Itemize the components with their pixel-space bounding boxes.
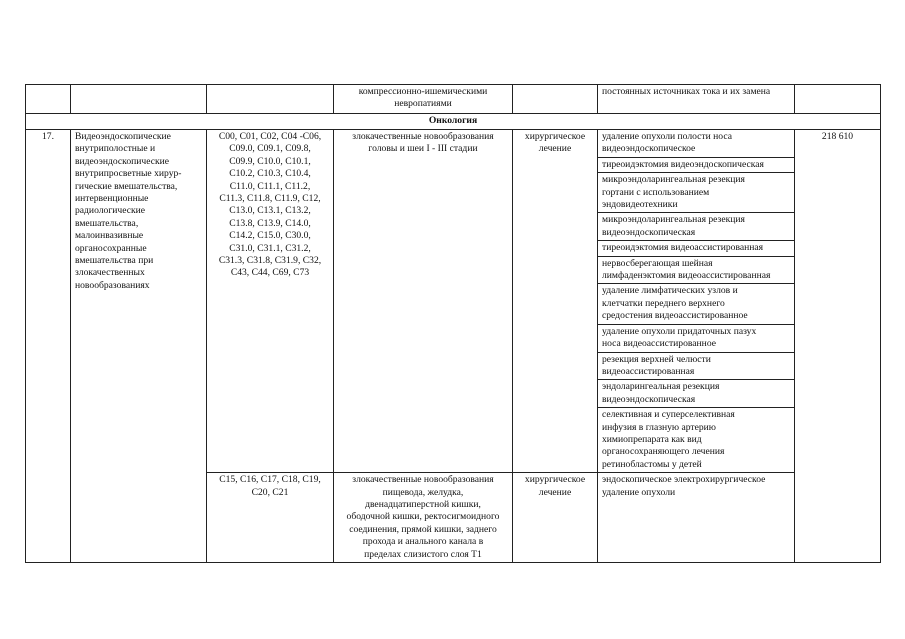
- text-line: носа видеоассистированное: [602, 338, 716, 350]
- text-line: Видеоэндоскопические: [75, 131, 171, 142]
- text-line: злокачественные новообразования: [352, 474, 494, 486]
- text-line: удаление опухоли полости носа: [602, 131, 732, 142]
- text-line: инфузия в глазную артерию: [602, 421, 716, 433]
- text-line: гические вмешательства,: [75, 180, 178, 192]
- text-line: видеоассистированная: [602, 365, 695, 377]
- text-line: вмешательства при: [75, 255, 154, 267]
- text-line: тиреоидэктомия видеоэндоскопическая: [602, 158, 764, 170]
- text-line: органосохранные: [75, 242, 147, 254]
- text-line: C31.0, C31.1, C31.2,: [229, 242, 311, 254]
- text-line: C09.9, C10.0, C10.1,: [229, 155, 311, 167]
- diagnosis: [334, 130, 513, 473]
- previous-row-continuation: [26, 85, 881, 114]
- text-line: нервосберегающая шейная: [602, 257, 713, 269]
- text-line: селективная и суперселективная: [602, 409, 735, 421]
- text-line: лимфаденэктомия видеоассистированная: [602, 270, 771, 282]
- text-line: постоянных источниках тока и их замена: [602, 86, 771, 97]
- text-line: C10.2, C10.3, C10.4,: [229, 168, 311, 180]
- section-title: Онкология: [26, 114, 881, 130]
- text-line: пищевода, желудка,: [382, 486, 464, 498]
- text-line: внутрипросветные хирур-: [75, 168, 182, 180]
- text-line: видеоэндоскопические: [75, 155, 170, 167]
- treatment-method: [598, 241, 795, 256]
- text-line: эндоларингеальная резекция: [602, 381, 720, 393]
- text-line: удаление опухоли: [602, 486, 676, 498]
- text-line: двенадцатиперстной кишки,: [365, 498, 481, 510]
- diagnosis: [334, 473, 513, 563]
- text-line: видеоэндоскопическая: [602, 226, 696, 238]
- prev-diagnosis-cell: [334, 85, 513, 114]
- prev-price-cell: [795, 85, 881, 114]
- price-text: 218 610: [821, 131, 854, 142]
- treatment-method: [598, 408, 795, 473]
- prev-icd-cell: [207, 85, 334, 114]
- icd-codes: [207, 130, 334, 473]
- group-number-text: 17.: [42, 131, 54, 142]
- text-line: C43, C44, C69, C73: [230, 267, 310, 279]
- text-line: органосохраняющего лечения: [602, 446, 725, 458]
- text-line: химиопрепарата как вид: [602, 433, 702, 445]
- treatment-method: [598, 324, 795, 352]
- medical-care-table: [25, 84, 881, 563]
- treatment-method: [598, 256, 795, 284]
- text-line: удаление опухоли придаточных пазух: [602, 325, 757, 337]
- text-line: злокачественные новообразования: [352, 131, 494, 142]
- text-line: ретинобластомы у детей: [602, 458, 702, 470]
- text-line: удаление лимфатических узлов и: [602, 285, 738, 297]
- text-line: новообразованиях: [75, 279, 150, 291]
- treatment-method: [598, 284, 795, 324]
- text-line: соединения, прямой кишки, заднего: [349, 523, 497, 535]
- text-line: гортани с использованием: [602, 186, 710, 198]
- text-line: C15, C16, C17, C18, C19,: [219, 474, 321, 486]
- table-row: [26, 130, 881, 158]
- text-line: эндовидеотехники: [602, 199, 678, 211]
- text-line: хирургическое: [524, 474, 586, 486]
- text-line: C31.3, C31.8, C31.9, C32,: [218, 255, 322, 267]
- text-line: злокачественных: [75, 267, 145, 279]
- text-line: тиреоидэктомия видеоассистированная: [602, 242, 764, 254]
- text-line: C00, C01, C02, C04 -C06,: [218, 131, 322, 142]
- treatment-type: [513, 130, 598, 473]
- treatment-method: [598, 130, 795, 158]
- text-line: ободочной кишки, ректосигмоидного: [346, 511, 500, 523]
- treatment-method: [598, 213, 795, 241]
- text-line: хирургическое: [524, 131, 586, 142]
- text-line: микроэндоларингеальная резекция: [602, 214, 745, 226]
- text-line: прохода и анального канала в: [362, 536, 484, 548]
- text-line: клетчатки переднего верхнего: [602, 297, 725, 309]
- text-line: невропатиями: [394, 98, 452, 110]
- text-line: C11.3, C11.8, C11.9, C12,: [219, 193, 321, 205]
- text-line: головы и шеи I - III стадии: [368, 143, 478, 155]
- section-header-row: [26, 114, 881, 130]
- text-line: пределах слизистого слоя T1: [364, 548, 482, 560]
- text-line: радиологические: [75, 205, 146, 217]
- text-line: внутриполостные и: [75, 143, 156, 155]
- prev-name-cell: [71, 85, 207, 114]
- group-name: [71, 130, 207, 563]
- text-line: лечение: [538, 486, 572, 498]
- text-line: C13.0, C13.1, C13.2,: [229, 205, 311, 217]
- text-line: C13.8, C13.9, C14.0,: [229, 217, 311, 229]
- treatment-method: [598, 380, 795, 408]
- text-line: вмешательства,: [75, 217, 139, 229]
- text-line: лечение: [538, 143, 572, 155]
- prev-method-cell: [598, 85, 795, 114]
- price: [795, 130, 881, 563]
- treatment-method: [598, 173, 795, 213]
- text-line: C09.0, C09.1, C09.8,: [229, 143, 311, 155]
- icd-codes: [207, 473, 334, 563]
- text-line: интервенционные: [75, 193, 149, 205]
- text-line: резекция верхней челюсти: [602, 353, 711, 365]
- prev-treatment-cell: [513, 85, 598, 114]
- text-line: C20, C21: [251, 486, 289, 498]
- text-line: микроэндоларингеальная резекция: [602, 174, 745, 186]
- text-line: средостения видеоассистированное: [602, 310, 748, 322]
- treatment-type: [513, 473, 598, 563]
- treatment-method: [598, 157, 795, 172]
- text-line: видеоэндоскопическое: [602, 143, 696, 155]
- prev-number-cell: [26, 85, 71, 114]
- text-line: эндоскопическое электрохирургическое: [602, 474, 766, 486]
- text-line: малоинвазивные: [75, 230, 144, 242]
- text-line: C14.2, C15.0, C30.0,: [229, 230, 311, 242]
- treatment-method: [598, 352, 795, 380]
- text-line: компрессионно-ишемическими: [358, 86, 488, 97]
- treatment-method: [598, 473, 795, 563]
- text-line: видеоэндоскопическая: [602, 393, 696, 405]
- text-line: C11.0, C11.1, C11.2,: [229, 180, 311, 192]
- group-number: [26, 130, 71, 563]
